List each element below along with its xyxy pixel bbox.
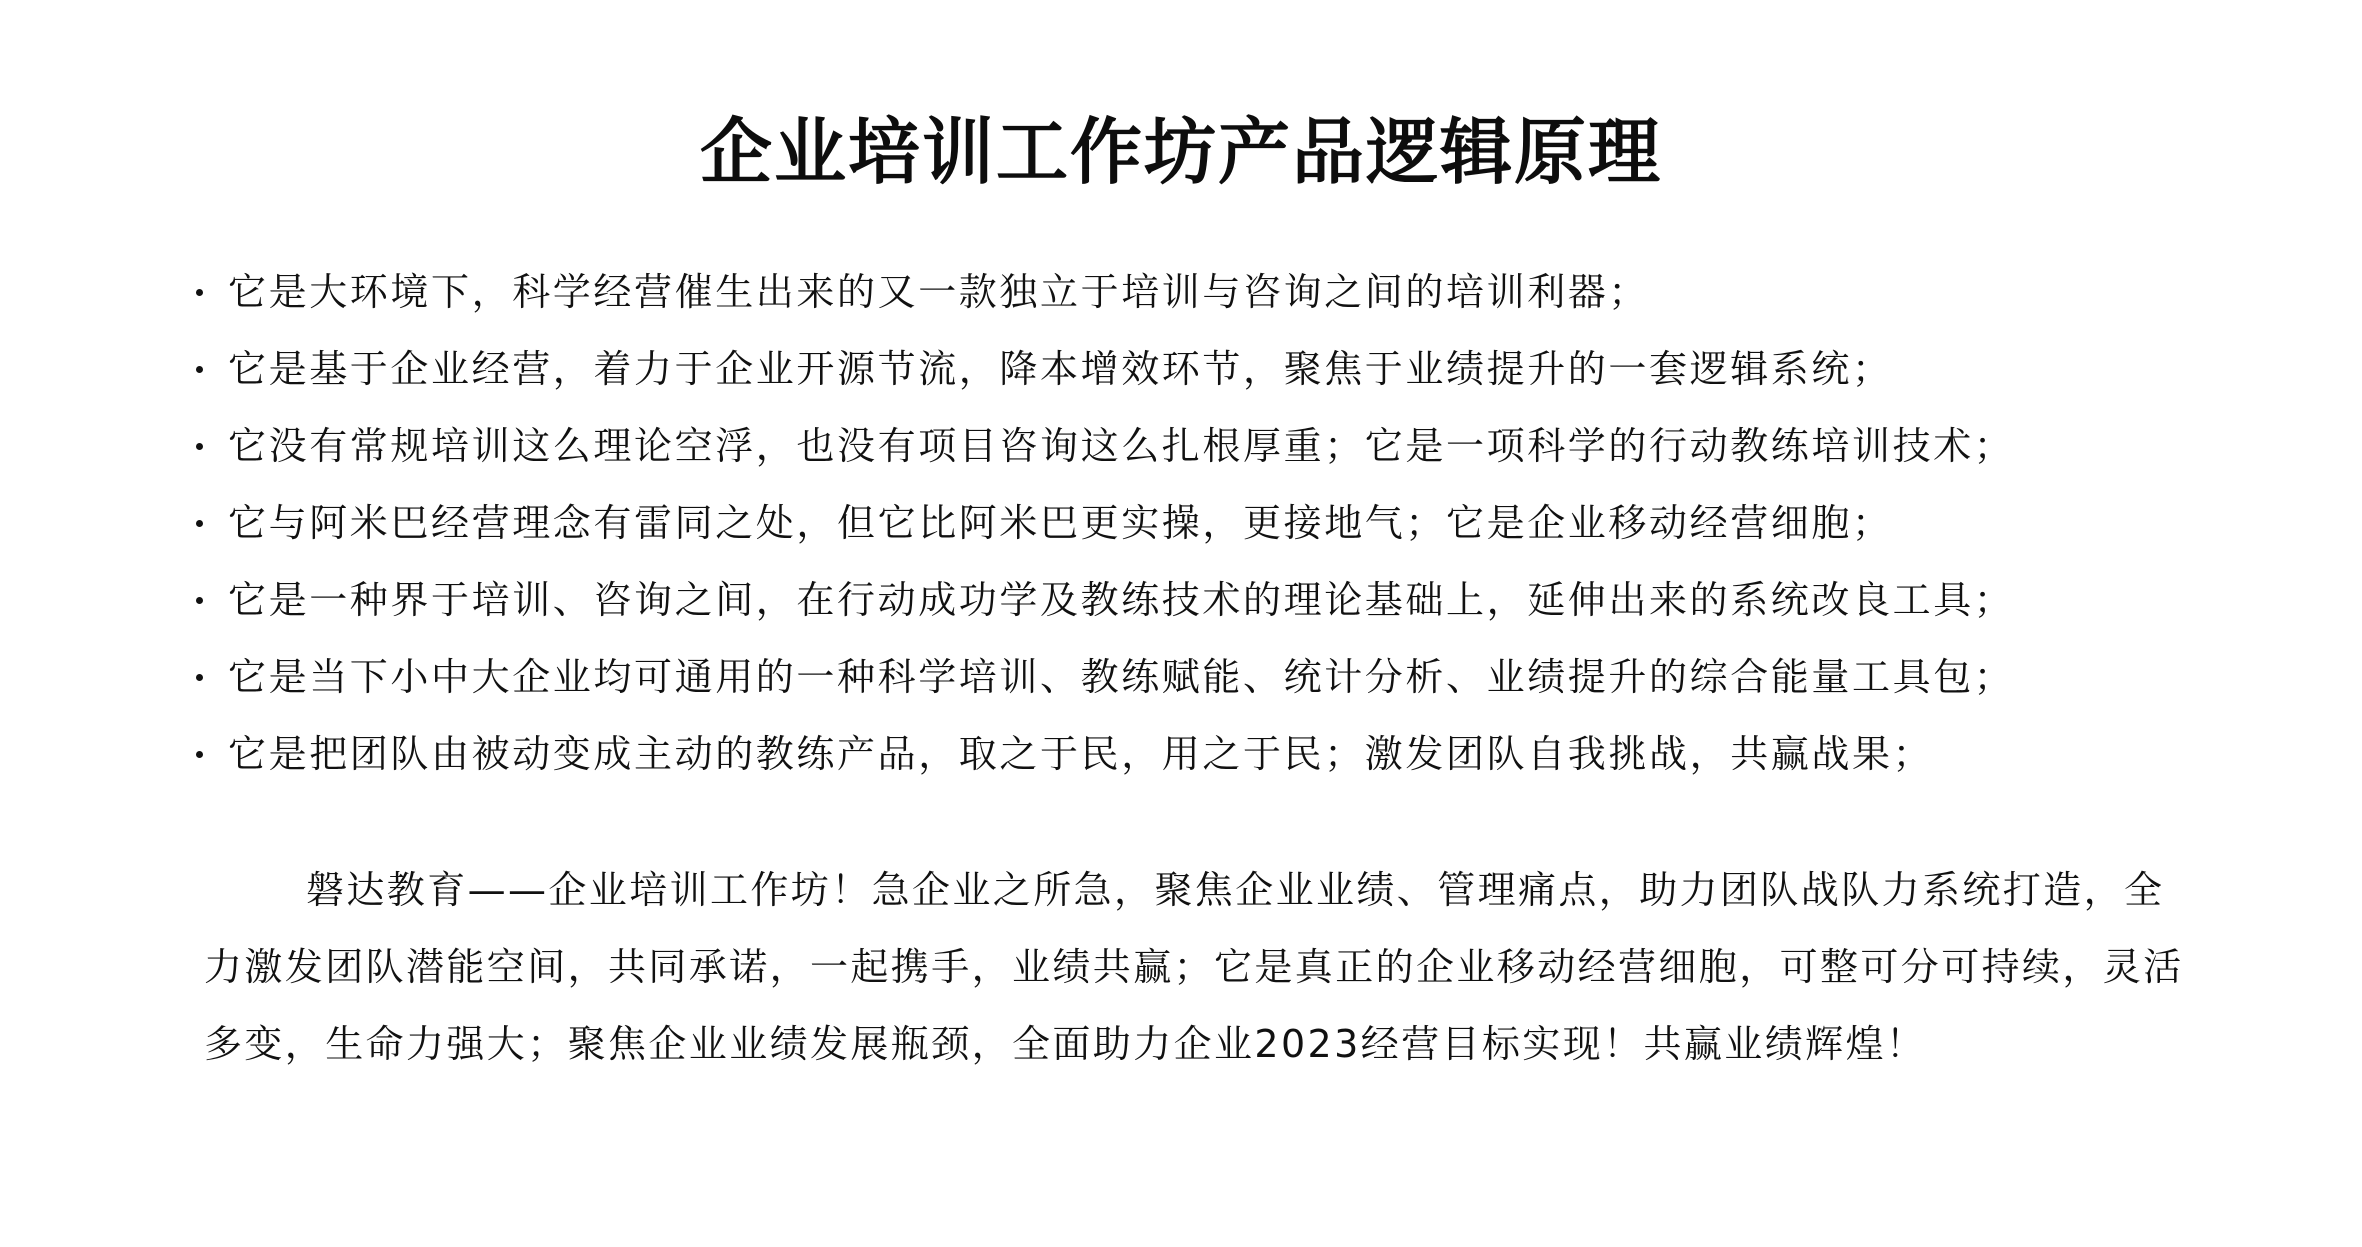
list-item-text: 它与阿米巴经营理念有雷同之处，但它比阿米巴更实操，更接地气；它是企业移动经营细胞；: [228, 501, 1893, 545]
list-item-text: 它是一种界于培训、咨询之间，在行动成功学及教练技术的理论基础上，延伸出来的系统改良工具；: [228, 578, 2015, 622]
list-item: [196, 408, 2206, 485]
list-item: [196, 716, 2206, 793]
bullet-dot-icon: [196, 674, 203, 681]
list-item-text: 它是大环境下，科学经营催生出来的又一款独立于培训与咨询之间的培训利器；: [228, 270, 1650, 314]
summary-paragraph: [204, 852, 2204, 1083]
bullet-dot-icon: [196, 443, 203, 450]
bullet-dot-icon: [196, 597, 203, 604]
bullet-dot-icon: [196, 520, 203, 527]
list-item: [196, 562, 2206, 639]
bullet-dot-icon: [196, 366, 203, 373]
bullet-list: [196, 254, 2206, 793]
page-title: 企业培训工作坊产品逻辑原理: [699, 110, 1662, 194]
list-item: [196, 639, 2206, 716]
list-item-text: 它是基于企业经营，着力于企业开源节流，降本增效环节，聚焦于业绩提升的一套逻辑系统；: [228, 347, 1893, 391]
bullet-dot-icon: [196, 751, 203, 758]
list-item: [196, 331, 2206, 408]
list-item-text: 它是当下小中大企业均可通用的一种科学培训、教练赋能、统计分析、业绩提升的综合能量工具包；: [228, 655, 2015, 699]
list-item-text: 它是把团队由被动变成主动的教练产品，取之于民，用之于民；激发团队自我挑战，共赢战果；: [228, 732, 1934, 776]
list-item: [196, 485, 2206, 562]
bullet-dot-icon: [196, 289, 203, 296]
summary-paragraph-text: 磐达教育——企业培训工作坊！急企业之所急，聚焦企业业绩、管理痛点，助力团队战队力系统打造，全力激发团队潜能空间，共同承诺，一起携手，业绩共赢；它是真正的企业移动经营细胞，可整可分可持续，灵活多变，生命力强大；聚焦企业业绩发展瓶颈，全面助力企业2023经营目标实现！共赢业绩辉煌！: [204, 868, 2184, 1066]
list-item: [196, 254, 2206, 331]
list-item-text: 它没有常规培训这么理论空浮，也没有项目咨询这么扎根厚重；它是一项科学的行动教练培训技术；: [228, 424, 2015, 468]
